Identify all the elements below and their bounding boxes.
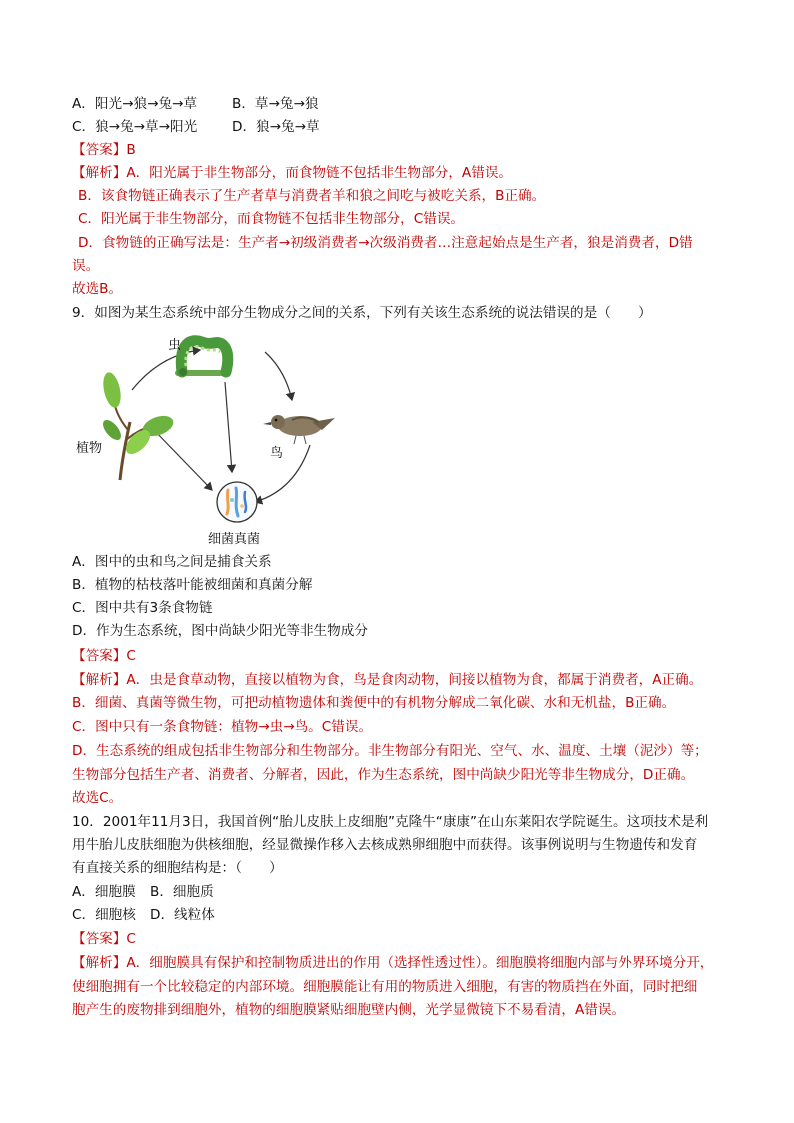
q10-option-c: C．细胞核 bbox=[72, 907, 136, 923]
arrow-plant-to-microbe bbox=[152, 428, 212, 490]
q8-analysis-line-1 bbox=[72, 164, 512, 182]
label-bird: 鸟 bbox=[270, 446, 284, 461]
q8-option-row-2 bbox=[72, 118, 320, 136]
q8-option-d: D．狼→兔→草 bbox=[232, 119, 320, 135]
q10-analysis-line-1 bbox=[72, 954, 713, 972]
q10-option-d: D．线粒体 bbox=[150, 907, 215, 923]
label-plant: 植物 bbox=[76, 441, 103, 456]
q10-stem-line-1: 10．2001年11月3日，我国首例“胎儿皮肤上皮细胞”克隆牛“康康”在山东莱阳农学院诞生。这项技术是利 bbox=[72, 814, 709, 830]
q8-analysis-line-3: C．阳光属于非生物部分，而食物链不包括非生物部分，C错误。 bbox=[78, 211, 465, 227]
q10-stem-line-3: 有直接关系的细胞结构是：（ ） bbox=[72, 860, 283, 876]
q10-option-row-1 bbox=[72, 883, 214, 901]
label-microbe: 细菌真菌 bbox=[208, 532, 261, 547]
answer-tag: 【答案】 bbox=[72, 648, 127, 664]
q9-analysis-line-3: C．图中只有一条食物链：植物→虫→鸟。C错误。 bbox=[72, 719, 373, 735]
q8-option-row-1 bbox=[72, 95, 319, 113]
analysis-tag: 【解析】 bbox=[72, 165, 127, 181]
caterpillar-icon bbox=[175, 341, 230, 376]
q8-option-c: C．狼→兔→草→阳光 bbox=[72, 119, 198, 135]
analysis-text: A．阳光属于非生物部分，而食物链不包括非生物部分，A错误。 bbox=[126, 165, 513, 181]
q10-option-b: B．细胞质 bbox=[150, 884, 214, 900]
q9-option-c: C．图中共有3条食物链 bbox=[72, 600, 213, 616]
q9-option-d: D．作为生态系统，图中尚缺少阳光等非生物成分 bbox=[72, 623, 368, 639]
microbe-icon bbox=[217, 482, 257, 522]
q8-analysis-line-2: B．该食物链正确表示了生产者草与消费者羊和狼之间吃与被吃关系，B正确。 bbox=[78, 188, 546, 204]
q9-option-a: A．图中的虫和鸟之间是捕食关系 bbox=[72, 554, 272, 570]
q10-stem-line-2: 用牛胎儿皮肤细胞为供核细胞，经显微操作移入去核成熟卵细胞中而获得。该事例说明与生物遗传和发育 bbox=[72, 837, 698, 853]
q9-option-b: B．植物的枯枝落叶能被细菌和真菌分解 bbox=[72, 577, 313, 593]
analysis-text: A．细胞膜具有保护和控制物质进出的作用（选择性透过性）。细胞膜将细胞内部与外界环境分开， bbox=[126, 955, 714, 971]
q8-analysis-line-4: D．食物链的正确写法是：生产者→初级消费者→次级消费者…注意起始点是生产者，狼是消费者，D错 bbox=[78, 235, 693, 251]
q10-analysis-line-2: 使细胞拥有一个比较稳定的内部环境。细胞膜能让有用的物质进入细胞，有害的物质挡在外面，同时把细 bbox=[72, 979, 698, 995]
answer-value: B bbox=[126, 142, 136, 158]
analysis-tag: 【解析】 bbox=[72, 672, 127, 688]
analysis-tag: 【解析】 bbox=[72, 955, 127, 971]
analysis-text: A．虫是食草动物，直接以植物为食，鸟是食肉动物，间接以植物为食，都属于消费者，A正确。 bbox=[126, 672, 703, 688]
q9-answer bbox=[72, 647, 136, 665]
q8-answer bbox=[72, 141, 136, 159]
q8-option-b: B．草→兔→狼 bbox=[232, 96, 319, 112]
answer-value: C bbox=[126, 931, 136, 947]
answer-value: C bbox=[126, 648, 136, 664]
food-web-svg bbox=[60, 330, 350, 548]
answer-tag: 【答案】 bbox=[72, 931, 127, 947]
answer-tag: 【答案】 bbox=[72, 142, 127, 158]
q9-analysis-line-1 bbox=[72, 671, 702, 689]
q10-option-row-2 bbox=[72, 906, 215, 924]
q9-stem: 9．如图为某生态系统中部分生物成分之间的关系，下列有关该生态系统的说法错误的是（ ） bbox=[72, 305, 652, 321]
q8-analysis-line-5: 误。 bbox=[72, 258, 100, 274]
arrow-insect-to-microbe bbox=[225, 382, 232, 472]
q10-answer bbox=[72, 930, 136, 948]
q8-conclusion: 故选B。 bbox=[72, 281, 123, 297]
q10-analysis-line-3: 胞产生的废物排到细胞外，植物的细胞膜紧贴细胞壁内侧，光学显微镜下不易看清，A错误。 bbox=[72, 1002, 626, 1018]
label-insect: 虫 bbox=[168, 338, 182, 353]
food-web-diagram bbox=[60, 330, 350, 548]
plant-branch-icon bbox=[100, 371, 176, 480]
q8-option-a: A．阳光→狼→兔→草 bbox=[72, 96, 198, 112]
q10-option-a: A．细胞膜 bbox=[72, 884, 136, 900]
bird-icon bbox=[263, 415, 335, 444]
q9-analysis-line-5: 生物部分包括生产者、消费者、分解者，因此，作为生态系统，图中尚缺少阳光等非生物成分，D正确。 bbox=[72, 767, 695, 783]
q9-analysis-line-2: B．细菌、真菌等微生物，可把动植物遗体和粪便中的有机物分解成二氧化碳、水和无机盐，B正确。 bbox=[72, 695, 676, 711]
arrow-insect-to-bird bbox=[265, 352, 292, 400]
q9-analysis-line-4: D．生态系统的组成包括非生物部分和生物部分。非生物部分有阳光、空气、水、温度、土壤（泥沙）等； bbox=[72, 743, 708, 759]
q9-conclusion: 故选C。 bbox=[72, 790, 123, 806]
